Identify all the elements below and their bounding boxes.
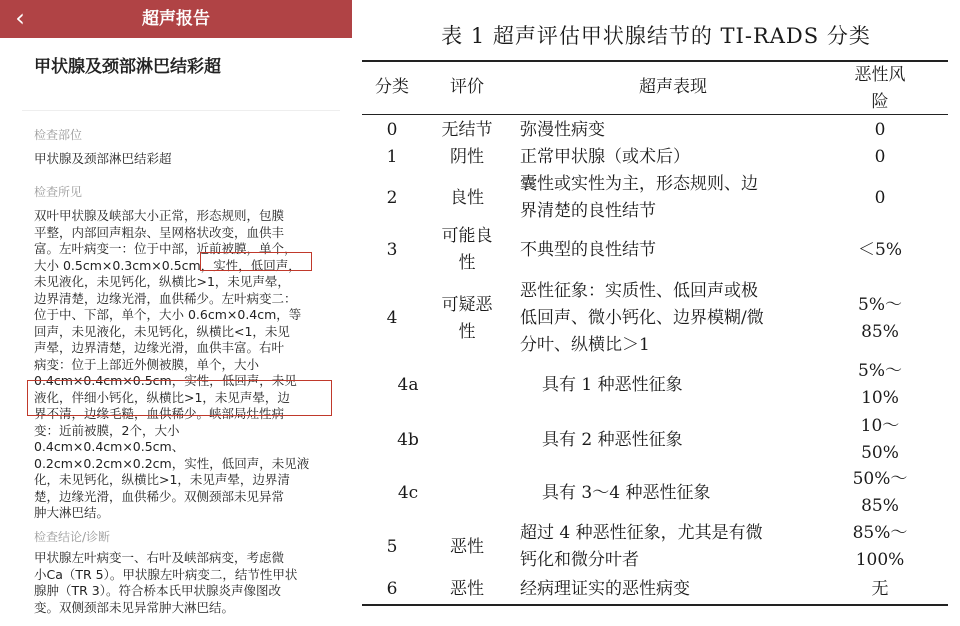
row-risk-line: 0 (874, 120, 886, 140)
row-risk (838, 466, 922, 520)
findings-line: 边界清楚，边缘光滑，血供稀少。左叶病变二： (34, 290, 297, 306)
row-evaluation (432, 534, 502, 561)
header-risk-line: 恶性风 (854, 65, 906, 85)
row-evaluation (432, 223, 502, 277)
row-features-line: 囊性或实性为主，形态规则、边 (520, 174, 758, 194)
row-evaluation-line: 无结节 (441, 120, 493, 140)
row-features-line: 分叶、纵横比＞1 (520, 335, 650, 355)
findings-line: 肿大淋巴结。 (34, 505, 110, 520)
report-title: 甲状腺及颈部淋巴结彩超 (34, 57, 221, 77)
row-evaluation-line: 可能良 (441, 226, 493, 246)
findings-line: 回声，未见液化，未见钙化，纵横比<1，未见 (34, 323, 290, 339)
findings-line: 大小 0.5cm×0.3cm×0.5cm，实性，低回声， (34, 257, 301, 273)
row-risk (838, 292, 922, 346)
row-category (370, 237, 414, 264)
row-evaluation-line: 性 (458, 322, 476, 342)
row-features-line: 具有 3～4 种恶性征象 (542, 483, 711, 503)
row-category-line: 5 (386, 537, 398, 557)
findings-line: 未见液化，未见钙化，纵横比>1，未见声晕， (34, 274, 290, 289)
row-risk (838, 413, 922, 467)
conclusion-line: 变。双侧颈部未见异常肿大淋巴结。 (34, 599, 235, 615)
row-category (370, 144, 414, 171)
findings-line: 0.4cm×0.4cm×0.5cm、 (34, 439, 185, 454)
findings-line: 平整，内部回声粗杂、呈网格状改变，血供丰 (34, 224, 285, 240)
conclusion-line: 小Ca（TR 5）。甲状腺左叶病变二，结节性甲状 (34, 566, 298, 582)
row-category (370, 305, 414, 332)
tirads-table (352, 0, 960, 626)
row-category (370, 576, 414, 603)
row-risk-line: 0 (874, 188, 886, 208)
row-evaluation-line: 良性 (450, 188, 484, 208)
row-risk (838, 117, 922, 144)
row-risk-line: 50% (861, 443, 899, 463)
findings-line: 病变：位于上部近外侧被膜，单个，大小 (34, 356, 260, 372)
row-risk (838, 185, 922, 212)
row-features-line: 不典型的良性结节 (520, 240, 656, 260)
row-category-line: 3 (386, 240, 398, 260)
findings-line: 楚，边缘光滑，血供稀少。双侧颈部未见异常 (34, 488, 285, 504)
row-category-line: 4a (397, 375, 419, 395)
table-caption: 表 1 超声评估甲状腺结节的 TI-RADS 分类 (441, 24, 871, 48)
row-features-line: 弥漫性病变 (520, 120, 605, 140)
row-features (542, 372, 832, 399)
row-risk-line: 100% (855, 550, 905, 570)
report-phone-screen (0, 0, 352, 626)
row-risk-line: 85% (861, 322, 899, 342)
row-risk (838, 576, 922, 603)
row-evaluation-line: 恶性 (450, 579, 484, 599)
row-risk (838, 237, 922, 264)
row-evaluation (432, 144, 502, 171)
row-evaluation-line: 性 (458, 253, 476, 273)
conclusion-line: 甲状腺左叶病变一、右叶及峡部病变，考虑微 (34, 550, 285, 565)
row-category (370, 534, 414, 561)
findings-line: 0.4cm×0.4cm×0.5cm，实性，低回声，未见 (34, 373, 297, 388)
row-risk-line: 85%～ (852, 523, 908, 543)
conclusion-text (34, 550, 334, 616)
row-features-line: 低回声、微小钙化、边界模糊/微 (520, 308, 764, 328)
row-risk-line: 10% (861, 388, 899, 408)
row-features (520, 520, 826, 574)
findings-line: 富。左叶病变一：位于中部，近前被膜，单个， (34, 241, 297, 256)
row-category (386, 372, 430, 399)
exam-part-label: 检查部位 (34, 128, 83, 142)
table-bottom-rule (362, 604, 948, 606)
row-features-line: 具有 1 种恶性征象 (542, 375, 683, 395)
divider (22, 110, 340, 111)
row-features (520, 237, 826, 264)
row-risk-line: 无 (871, 579, 889, 599)
row-evaluation (432, 117, 502, 144)
row-features-line: 具有 2 种恶性征象 (542, 430, 683, 450)
row-features-line: 正常甲状腺（或术后） (520, 147, 690, 167)
row-features-line: 超过 4 种恶性征象，尤其是有微 (520, 523, 763, 543)
findings-line: 液化，伴细小钙化，纵横比>1，未见声晕，边 (34, 389, 290, 405)
page-title: 超声报告 (142, 9, 210, 29)
row-risk (838, 358, 922, 412)
header-risk-line: 险 (871, 92, 889, 112)
header-features: 超声表现 (639, 77, 707, 97)
row-risk-line: 5%～ (858, 295, 902, 315)
row-category-line: 6 (386, 579, 398, 599)
highlight-box (200, 252, 312, 271)
row-risk-line: 5%～ (858, 361, 902, 381)
row-evaluation-line: 可疑恶 (441, 295, 493, 315)
findings-line: 0.2cm×0.2cm×0.2cm，实性，低回声，未见液 (34, 455, 310, 471)
row-category-line: 4 (386, 308, 398, 328)
row-evaluation (432, 185, 502, 212)
highlight-box (27, 380, 332, 416)
row-features-line: 经病理证实的恶性病变 (520, 579, 690, 599)
exam-part-value: 甲状腺及颈部淋巴结彩超 (34, 151, 172, 166)
row-features (520, 144, 826, 171)
row-features (520, 171, 826, 225)
header-bar (0, 0, 352, 38)
findings-line: 变：近前被膜，2个，大小 (34, 422, 180, 438)
row-category-line: 0 (386, 120, 398, 140)
conclusion-label: 检查结论/诊断 (34, 530, 111, 544)
row-category-line: 4b (397, 430, 419, 450)
row-features (542, 480, 832, 507)
chevron-left-icon: ‹ (15, 4, 25, 32)
findings-line: 双叶甲状腺及峡部大小正常，形态规则，包膜 (34, 208, 285, 223)
row-risk-line: 50%～ (852, 469, 908, 489)
row-risk (838, 144, 922, 171)
conclusion-line: 腺肿（TR 3）。符合桥本氏甲状腺炎声像图改 (34, 583, 281, 598)
row-category (370, 117, 414, 144)
row-features-line: 钙化和微分叶者 (520, 550, 639, 570)
header-risk (838, 62, 922, 116)
header-category: 分类 (375, 77, 409, 97)
row-risk-line: 0 (874, 147, 886, 167)
row-features (520, 117, 826, 144)
row-category (386, 480, 430, 507)
findings-line: 化，未见钙化，纵横比>1，未见声晕，边界清 (34, 472, 290, 487)
row-features (520, 278, 826, 359)
row-category (370, 185, 414, 212)
findings-line: 声晕，边界清楚，边缘光滑，血供丰富。右叶 (34, 340, 285, 355)
findings-label: 检查所见 (34, 185, 83, 199)
row-category-line: 4c (397, 483, 419, 503)
row-evaluation-line: 恶性 (450, 537, 484, 557)
row-category (386, 427, 430, 454)
row-features-line: 恶性征象：实质性、低回声或极 (520, 281, 758, 301)
row-category-line: 1 (386, 147, 398, 167)
header-evaluation: 评价 (450, 77, 484, 97)
findings-line: 界不清，边缘毛糙，血供稀少。峡部局灶性病 (34, 406, 285, 421)
row-features (520, 576, 826, 603)
row-features-line: 界清楚的良性结节 (520, 201, 656, 221)
row-risk (838, 520, 922, 574)
row-category-line: 2 (386, 188, 398, 208)
row-evaluation-line: 阴性 (450, 147, 484, 167)
row-evaluation (432, 292, 502, 346)
row-features (542, 427, 832, 454)
row-evaluation (432, 576, 502, 603)
row-risk-line: 85% (861, 496, 899, 516)
row-risk-line: ＜5% (858, 240, 902, 260)
findings-line: 位于中、下部，单个，大小 0.6cm×0.4cm，等 (34, 307, 302, 322)
row-risk-line: 10～ (860, 416, 900, 436)
